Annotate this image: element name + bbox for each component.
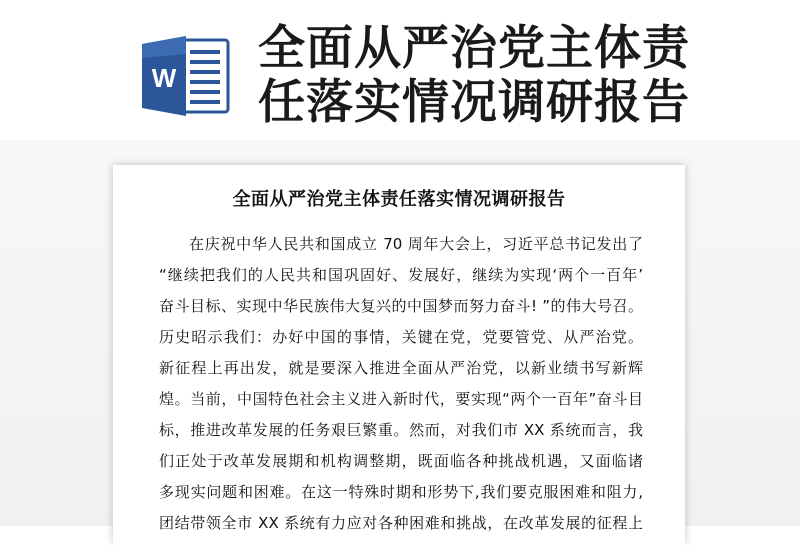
header-banner	[0, 0, 800, 140]
body-line: “继续把我们的人民共和国巩固好、发展好，继续为实现‘两个一百年’	[159, 266, 643, 284]
body-line: 多现实问题和困难。在这一特殊时期和形势下,我们要克服困难和阻力,	[159, 483, 643, 501]
word-document-icon	[140, 34, 232, 118]
document-body	[159, 229, 643, 539]
banner-title	[258, 22, 778, 130]
body-line: 新征程上再出发，就是要深入推进全面从严治党，以新业绩书写新辉	[159, 359, 643, 377]
body-line: 历史昭示我们：办好中国的事情，关键在党，党要管党、从严治党。	[159, 328, 643, 346]
document-title: 全面从严治党主体责任落实情况调研报告	[232, 189, 566, 210]
body-line: 标，推进改革发展的任务艰巨繁重。然而，对我们市 XX 系统而言，我	[159, 421, 643, 439]
body-line: 团结带领全市 XX 系统有力应对各种困难和挑战，在改革发展的征程上	[159, 514, 643, 532]
document-page	[113, 165, 685, 545]
banner-title-line-1: 全面从严治党主体责	[258, 21, 690, 76]
banner-title-line-2: 任落实情况调研报告	[258, 75, 690, 130]
body-line: 在庆祝中华人民共和国成立 70 周年大会上，习近平总书记发出了	[189, 235, 643, 253]
body-line: 奋斗目标、实现中华民族伟大复兴的中国梦而努力奋斗! ”的伟大号召。	[159, 297, 643, 315]
word-letter: W	[151, 63, 177, 93]
body-line: 煌。当前，中国特色社会主义进入新时代，要实现“两个一百年”奋斗目	[159, 390, 643, 408]
body-line: 们正处于改革发展期和机构调整期，既面临各种挑战机遇，又面临诸	[159, 452, 643, 470]
